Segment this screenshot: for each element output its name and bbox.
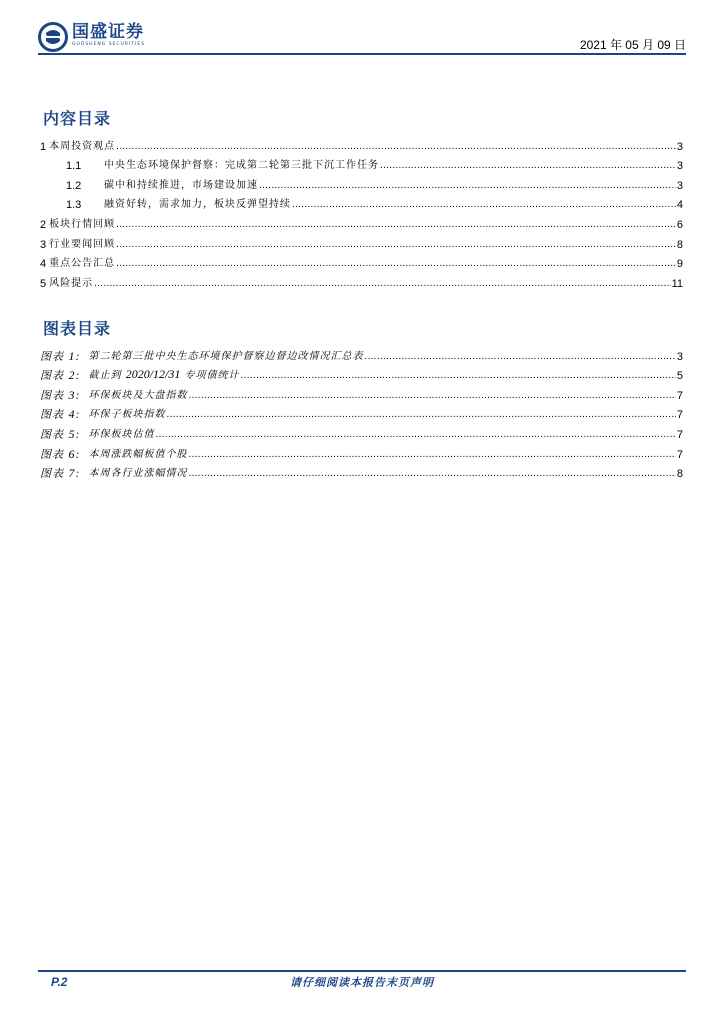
page-number: P.2: [51, 975, 68, 989]
toc-list: [40, 134, 683, 291]
figure-text-post: 专项债统计: [180, 370, 240, 382]
figure-text: 环保板块估值: [88, 428, 155, 440]
figure-label: [40, 447, 81, 462]
dot-leader: [167, 408, 676, 422]
figure-page: 7: [676, 389, 683, 402]
figure-label: [40, 466, 81, 481]
toc-item-page: 3: [676, 140, 683, 153]
toc-item[interactable]: [40, 212, 683, 232]
toc-item-text: 碳中和持续推进，市场建设加速: [104, 179, 258, 191]
dot-leader: [116, 238, 676, 252]
figure-text-pre: 截止到: [88, 370, 126, 382]
dot-leader: [365, 350, 676, 364]
page-header: [38, 18, 686, 54]
figure-label-prefix: 图表: [40, 447, 64, 461]
figure-text: 本周涨跌幅板值个股: [88, 448, 188, 460]
toc-item-number: 1.3: [66, 199, 82, 212]
figure-label-prefix: 图表: [40, 427, 64, 441]
figure-label-prefix: 图表: [40, 467, 64, 481]
toc-item-number: 1.1: [66, 160, 82, 173]
toc-item-page: 8: [676, 238, 683, 251]
figure-page: 7: [676, 428, 683, 441]
figure-text: 第二轮第三批中央生态环境保护督察边督边改情况汇总表: [88, 350, 364, 362]
figure-item[interactable]: [40, 462, 683, 482]
toc-item[interactable]: [40, 154, 683, 174]
toc-item[interactable]: [40, 232, 683, 252]
dot-leader: [156, 428, 676, 442]
figure-number: 3:: [68, 387, 81, 402]
toc-item-number: 5: [40, 277, 47, 290]
dot-leader: [241, 369, 676, 383]
toc-item-page: 11: [671, 277, 683, 290]
toc-item-text: 中央生态环境保护督察：完成第二轮第三批下沉工作任务: [104, 160, 379, 172]
report-date: 2021 年 05 月 09 日: [579, 38, 686, 52]
guosheng-logo-icon: [38, 22, 68, 52]
toc-item-number: 4: [40, 258, 47, 271]
toc-item[interactable]: [40, 193, 683, 213]
toc-item[interactable]: [40, 252, 683, 272]
toc-item-page: 9: [676, 258, 683, 271]
figure-page: 7: [676, 448, 683, 461]
footer-disclaimer: 请仔细阅读本报告末页声明: [290, 976, 434, 989]
figure-number: 1:: [68, 348, 81, 363]
dot-leader: [94, 277, 670, 291]
dot-leader: [292, 198, 676, 212]
logo-english-name: GUOSHENG SECURITIES: [72, 42, 146, 47]
toc-item-text: 风险提示: [49, 277, 94, 289]
toc-item-text: 本周投资观点: [49, 140, 116, 152]
figure-item[interactable]: [40, 383, 683, 403]
figures-list: [40, 344, 683, 481]
dot-leader: [189, 467, 676, 481]
dot-leader: [116, 140, 676, 154]
toc-item-text: 行业要闻回顾: [49, 238, 116, 250]
figures-title: 图表目录: [43, 319, 112, 338]
toc-item-page: 4: [676, 199, 683, 212]
company-logo: [38, 22, 145, 54]
figure-label: [40, 388, 81, 403]
figure-label-prefix: 图表: [40, 369, 64, 383]
footer-divider: [38, 970, 686, 972]
figure-item[interactable]: [40, 344, 683, 364]
toc-item-text: 重点公告汇总: [49, 258, 116, 270]
figure-number: 4:: [68, 407, 81, 422]
toc-item-page: 3: [676, 179, 683, 192]
figure-number: 2:: [68, 368, 81, 383]
figure-item[interactable]: [40, 422, 683, 442]
toc-item-number: 3: [40, 238, 47, 251]
dot-leader: [116, 257, 676, 271]
dot-leader: [259, 179, 676, 193]
figure-text: 本周各行业涨幅情况: [88, 468, 188, 480]
toc-title: 内容目录: [43, 109, 112, 128]
toc-item-page: 6: [676, 218, 683, 231]
toc-item-text: 融资好转，需求加力，板块反弹望持续: [104, 199, 291, 211]
toc-item-number: 2: [40, 218, 47, 231]
toc-item-text: 板块行情回顾: [49, 218, 116, 230]
toc-item-number: 1: [40, 140, 47, 153]
figure-item[interactable]: [40, 442, 683, 462]
toc-item[interactable]: [40, 173, 683, 193]
figure-page: 8: [676, 468, 683, 481]
header-divider: [38, 53, 686, 55]
figure-text-date: 2020/12/31: [125, 367, 181, 382]
toc-item-page: 3: [676, 160, 683, 173]
figure-text: 环保板块及大盘指数: [88, 389, 188, 401]
figure-label: [40, 349, 81, 364]
figure-label-prefix: 图表: [40, 388, 64, 402]
figure-page: 3: [676, 350, 683, 363]
figure-item[interactable]: [40, 364, 683, 384]
figure-item[interactable]: [40, 403, 683, 423]
logo-chinese-name: 国盛证券: [72, 22, 144, 42]
figure-number: 5:: [68, 426, 81, 441]
toc-item[interactable]: [40, 271, 683, 291]
figure-text: [89, 367, 240, 383]
figure-label-prefix: 图表: [40, 408, 64, 422]
figure-label: [40, 427, 81, 442]
dot-leader: [189, 448, 676, 462]
figure-label: [40, 407, 81, 422]
dot-leader: [116, 218, 676, 232]
figure-label: [40, 368, 81, 383]
toc-item[interactable]: [40, 134, 683, 154]
figure-page: 7: [676, 409, 683, 422]
figure-number: 7:: [68, 466, 81, 481]
toc-item-number: 1.2: [66, 179, 82, 192]
dot-leader: [380, 159, 676, 173]
figure-text: 环保子板块指数: [88, 409, 166, 421]
figure-page: 5: [676, 370, 683, 383]
figure-label-prefix: 图表: [40, 349, 64, 363]
figure-number: 6:: [68, 446, 81, 461]
dot-leader: [189, 389, 676, 403]
